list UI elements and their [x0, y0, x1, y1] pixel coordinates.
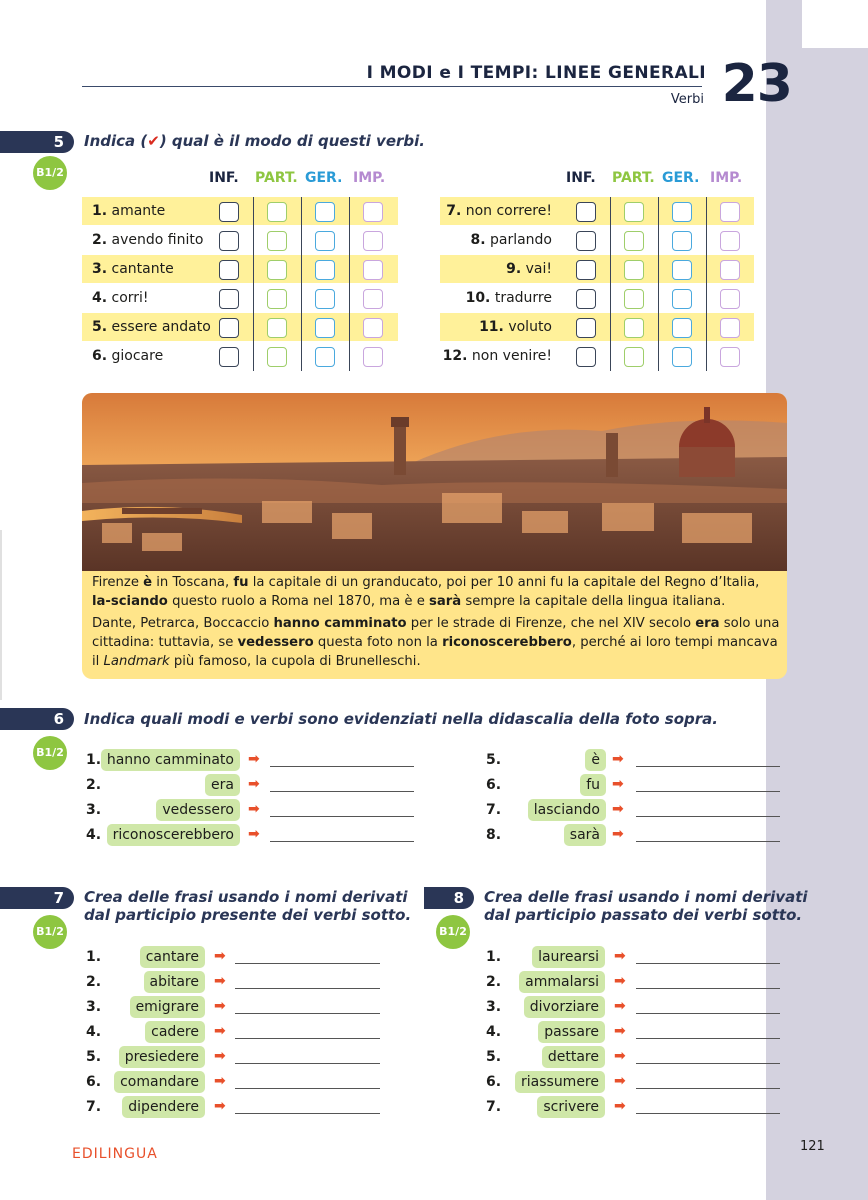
exercise-7-instruction: Crea delle frasi usando i nomi derivati dal participio presente dei verbi sotto.	[84, 888, 412, 924]
checkbox-part[interactable]	[267, 260, 287, 280]
item-number: 3.	[486, 999, 502, 1015]
page-edge-mark	[0, 530, 2, 700]
checkbox-ger[interactable]	[672, 202, 692, 222]
checkbox-part[interactable]	[267, 289, 287, 309]
arrow-icon: ➡	[248, 751, 260, 767]
column-header: INF.	[209, 170, 239, 186]
checkbox-part[interactable]	[624, 231, 644, 251]
item-number: 6.	[486, 777, 502, 793]
checkbox-inf[interactable]	[219, 347, 239, 367]
column-divider	[658, 197, 659, 371]
verb-chip: emigrare	[130, 996, 205, 1018]
checkbox-ger[interactable]	[672, 318, 692, 338]
column-header: IMP.	[353, 170, 386, 186]
checkbox-part[interactable]	[624, 289, 644, 309]
checkbox-ger[interactable]	[315, 231, 335, 251]
column-header: GER.	[305, 170, 343, 186]
answer-line[interactable]	[636, 988, 780, 989]
arrow-icon: ➡	[248, 801, 260, 817]
checkbox-part[interactable]	[624, 260, 644, 280]
answer-line[interactable]	[636, 791, 780, 792]
answer-line[interactable]	[636, 1088, 780, 1089]
answer-line[interactable]	[270, 816, 414, 817]
exercise-7-tab: 7	[0, 887, 74, 909]
checkbox-inf[interactable]	[576, 289, 596, 309]
arrow-icon: ➡	[214, 1073, 226, 1089]
column-divider	[610, 197, 611, 371]
item-number: 6.	[486, 1074, 502, 1090]
arrow-icon: ➡	[612, 751, 624, 767]
verb-chip: abitare	[144, 971, 206, 993]
arrow-icon: ➡	[214, 1098, 226, 1114]
column-header: PART.	[255, 170, 298, 186]
item-number: 7.	[86, 1099, 102, 1115]
item-number: 4.	[86, 1024, 102, 1040]
verb-chip: scrivere	[537, 1096, 605, 1118]
exercise-8-instruction: Crea delle frasi usando i nomi derivati dal participio passato dei verbi sotto.	[484, 888, 808, 924]
checkbox-part[interactable]	[624, 202, 644, 222]
arrow-icon: ➡	[214, 1023, 226, 1039]
checkbox-ger[interactable]	[315, 289, 335, 309]
exercise-5-tab: 5	[0, 131, 74, 153]
chapter-header	[82, 0, 806, 112]
verb-label: 6. giocare	[92, 348, 164, 364]
checkbox-part[interactable]	[624, 318, 644, 338]
item-number: 1.	[86, 752, 102, 768]
exercise-8-tab: 8	[424, 887, 474, 909]
item-number: 7.	[486, 1099, 502, 1115]
arrow-icon: ➡	[612, 801, 624, 817]
answer-line[interactable]	[270, 791, 414, 792]
checkbox-ger[interactable]	[315, 347, 335, 367]
answer-line[interactable]	[235, 963, 380, 964]
answer-line[interactable]	[235, 1013, 380, 1014]
checkbox-imp[interactable]	[720, 347, 740, 367]
level-badge: B1/2	[33, 915, 67, 949]
arrow-icon: ➡	[214, 998, 226, 1014]
arrow-icon: ➡	[214, 948, 226, 964]
verb-chip: riconoscerebbero	[107, 824, 240, 846]
arrow-icon: ➡	[614, 948, 626, 964]
answer-line[interactable]	[636, 1113, 780, 1114]
answer-line[interactable]	[636, 1013, 780, 1014]
verb-chip: lasciando	[528, 799, 606, 821]
checkbox-inf[interactable]	[576, 231, 596, 251]
checkbox-ger[interactable]	[672, 347, 692, 367]
arrow-icon: ➡	[248, 826, 260, 842]
checkbox-imp[interactable]	[363, 260, 383, 280]
answer-line[interactable]	[235, 1088, 380, 1089]
item-number: 5.	[486, 752, 502, 768]
column-header: INF.	[566, 170, 596, 186]
verb-chip: cadere	[145, 1021, 205, 1043]
verb-label: 7. non correre!	[446, 203, 552, 219]
verb-chip: riassumere	[515, 1071, 605, 1093]
verb-label: 12. non venire!	[442, 348, 552, 364]
checkbox-ger[interactable]	[672, 260, 692, 280]
checkbox-ger[interactable]	[672, 231, 692, 251]
column-header: PART.	[612, 170, 655, 186]
checkbox-ger[interactable]	[315, 260, 335, 280]
photo-card	[82, 393, 787, 679]
publisher-brand: EDILINGUA	[72, 1146, 158, 1162]
verb-label: 4. corri!	[92, 290, 149, 306]
item-number: 3.	[86, 999, 102, 1015]
verb-chip: hanno camminato	[101, 749, 240, 771]
answer-line[interactable]	[636, 963, 780, 964]
checkbox-imp[interactable]	[363, 347, 383, 367]
item-number: 5.	[86, 1049, 102, 1065]
answer-line[interactable]	[270, 841, 414, 842]
verb-chip: comandare	[114, 1071, 205, 1093]
verb-chip: era	[205, 774, 240, 796]
arrow-icon: ➡	[614, 1023, 626, 1039]
checkbox-ger[interactable]	[315, 318, 335, 338]
arrow-icon: ➡	[612, 826, 624, 842]
verb-label: 10. tradurre	[465, 290, 552, 306]
arrow-icon: ➡	[248, 776, 260, 792]
arrow-icon: ➡	[614, 1048, 626, 1064]
checkbox-imp[interactable]	[363, 202, 383, 222]
checkbox-imp[interactable]	[720, 318, 740, 338]
answer-line[interactable]	[270, 766, 414, 767]
item-number: 4.	[486, 1024, 502, 1040]
answer-line[interactable]	[636, 766, 780, 767]
header-rule	[82, 86, 702, 87]
florence-photo	[82, 393, 787, 571]
verb-chip: fu	[580, 774, 606, 796]
checkbox-imp[interactable]	[363, 318, 383, 338]
item-number: 7.	[486, 802, 502, 818]
checkbox-inf[interactable]	[576, 260, 596, 280]
verb-row	[82, 226, 398, 254]
verb-chip: vedessero	[156, 799, 240, 821]
arrow-icon: ➡	[214, 973, 226, 989]
checkbox-ger[interactable]	[672, 289, 692, 309]
item-number: 2.	[86, 974, 102, 990]
checkbox-inf[interactable]	[576, 318, 596, 338]
verb-label: 8. parlando	[470, 232, 552, 248]
checkbox-part[interactable]	[267, 202, 287, 222]
answer-line[interactable]	[235, 1113, 380, 1114]
checkbox-inf[interactable]	[219, 289, 239, 309]
item-number: 2.	[486, 974, 502, 990]
chapter-number: 23	[721, 54, 792, 114]
item-number: 5.	[486, 1049, 502, 1065]
checkbox-inf[interactable]	[219, 231, 239, 251]
item-number: 1.	[486, 949, 502, 965]
verb-chip: cantare	[140, 946, 205, 968]
verb-chip: ammalarsi	[519, 971, 605, 993]
answer-line[interactable]	[636, 1063, 780, 1064]
exercise-6-instruction: Indica quali modi e verbi sono evidenziati nella didascalia della foto sopra.	[84, 710, 718, 728]
verb-label: 11. voluto	[479, 319, 552, 335]
verb-row	[82, 255, 398, 283]
arrow-icon: ➡	[612, 776, 624, 792]
answer-line[interactable]	[235, 1063, 380, 1064]
checkbox-imp[interactable]	[720, 260, 740, 280]
arrow-icon: ➡	[214, 1048, 226, 1064]
item-number: 2.	[86, 777, 102, 793]
checkbox-imp[interactable]	[720, 231, 740, 251]
page-number: 121	[800, 1139, 825, 1154]
verb-chip: dipendere	[122, 1096, 205, 1118]
column-header: GER.	[662, 170, 700, 186]
exercise-6-tab: 6	[0, 708, 74, 730]
item-number: 8.	[486, 827, 502, 843]
checkbox-inf[interactable]	[576, 347, 596, 367]
checkbox-part[interactable]	[267, 318, 287, 338]
verb-label: 2. avendo finito	[92, 232, 204, 248]
verb-chip: divorziare	[524, 996, 605, 1018]
answer-line[interactable]	[636, 841, 780, 842]
exercise-5-instruction: Indica (✔) qual è il modo di questi verbi.	[84, 132, 425, 150]
column-divider	[349, 197, 350, 371]
arrow-icon: ➡	[614, 973, 626, 989]
level-badge: B1/2	[33, 736, 67, 770]
checkbox-part[interactable]	[267, 231, 287, 251]
column-divider	[706, 197, 707, 371]
arrow-icon: ➡	[614, 1098, 626, 1114]
checkbox-inf[interactable]	[219, 318, 239, 338]
caption-paragraph-2: Dante, Petrarca, Boccaccio hanno camminato per le strade di Firenze, che nel XIV secolo era solo una cittadina: tuttavia, se vedessero questa foto non la riconoscerebbero, perché ai loro tempi mancava il Landmark più famoso, la cupola di Brunelleschi.	[92, 616, 780, 669]
caption-paragraph-1: Firenze è in Toscana, fu la capitale di un granducato, poi per 10 anni fu la capitale del Regno d’Italia, la-sciando questo ruolo a Roma nel 1870, ma è e sarà sempre la capitale della lingua italiana.	[92, 575, 760, 609]
item-number: 6.	[86, 1074, 102, 1090]
photo-caption	[92, 573, 782, 674]
chapter-title: I MODI e I TEMPI: LINEE GENERALI	[366, 63, 706, 83]
verb-chip: laurearsi	[532, 946, 605, 968]
verb-chip: è	[585, 749, 606, 771]
checkbox-part[interactable]	[267, 347, 287, 367]
checkbox-ger[interactable]	[315, 202, 335, 222]
verb-row	[82, 197, 398, 225]
verb-chip: presiedere	[119, 1046, 205, 1068]
check-icon: ✔	[147, 132, 160, 150]
checkbox-imp[interactable]	[363, 289, 383, 309]
verb-chip: passare	[538, 1021, 605, 1043]
level-badge: B1/2	[436, 915, 470, 949]
verb-chip: sarà	[564, 824, 606, 846]
checkbox-inf[interactable]	[219, 260, 239, 280]
verb-row	[82, 342, 398, 370]
column-header: IMP.	[710, 170, 743, 186]
column-divider	[253, 197, 254, 371]
answer-line[interactable]	[636, 816, 780, 817]
verb-row	[82, 284, 398, 312]
checkbox-imp[interactable]	[720, 289, 740, 309]
item-number: 4.	[86, 827, 102, 843]
checkbox-part[interactable]	[624, 347, 644, 367]
answer-line[interactable]	[235, 988, 380, 989]
checkbox-imp[interactable]	[720, 202, 740, 222]
arrow-icon: ➡	[614, 998, 626, 1014]
verb-label: 5. essere andato	[92, 319, 211, 335]
verb-label: 1. amante	[92, 203, 166, 219]
verb-label: 9. vai!	[506, 261, 552, 277]
arrow-icon: ➡	[614, 1073, 626, 1089]
answer-line[interactable]	[636, 1038, 780, 1039]
chapter-subtitle: Verbi	[670, 92, 704, 107]
verb-row	[82, 313, 398, 341]
item-number: 3.	[86, 802, 102, 818]
answer-line[interactable]	[235, 1038, 380, 1039]
verb-label: 3. cantante	[92, 261, 174, 277]
verb-chip: dettare	[542, 1046, 605, 1068]
checkbox-imp[interactable]	[363, 231, 383, 251]
level-badge: B1/2	[33, 156, 67, 190]
checkbox-inf[interactable]	[576, 202, 596, 222]
checkbox-inf[interactable]	[219, 202, 239, 222]
item-number: 1.	[86, 949, 102, 965]
column-divider	[301, 197, 302, 371]
